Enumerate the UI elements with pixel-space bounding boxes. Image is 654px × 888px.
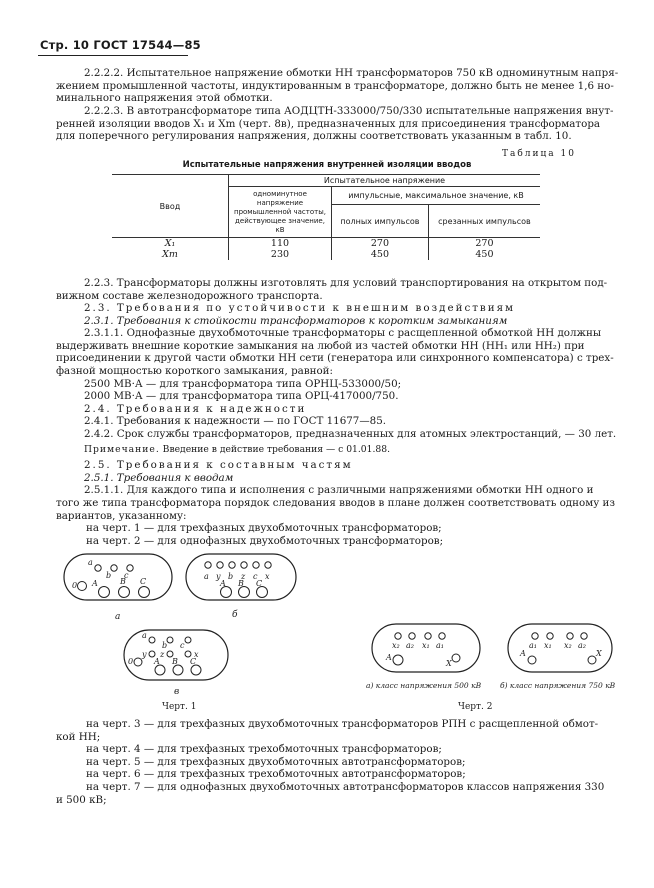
cell-one-minute: 110 — [229, 238, 332, 250]
fig2b-label: X — [596, 649, 602, 658]
section-heading: 2.4. Требования к надежности — [84, 402, 307, 415]
fig2a-label: a₂ — [406, 641, 414, 650]
fig2a-caption: а) класс напряжения 500 кВ — [366, 681, 482, 690]
section-2-3 — [56, 302, 624, 547]
fig2a-label: X — [446, 659, 452, 668]
fig1c-label: y — [142, 650, 147, 659]
table-row — [112, 238, 540, 250]
fig1a-label: b — [106, 571, 112, 580]
text-line: минального напряжения этой обмотки. — [56, 92, 273, 105]
col-header-group: Испытательное напряжение — [229, 175, 541, 187]
fig2b-caption: б) класс напряжения 750 кВ — [500, 681, 616, 690]
fig1b-label: C — [256, 579, 263, 588]
fig1b-label: y — [216, 572, 221, 581]
paragraph-2-2-2-2 — [56, 67, 624, 105]
fig1a-label: c — [124, 571, 129, 580]
fig1c-label: 0 — [128, 657, 134, 666]
text-line: присоединении к другой части обмотки НН сети (генератора или синхронного компенсатора) с трех- — [56, 352, 614, 365]
fig1c-label: a — [142, 631, 147, 640]
text-line: 2.5.1.1. Для каждого типа и исполнения с различными напряжениями обмотки НН одного и — [84, 484, 594, 497]
fig1b-label: x — [265, 572, 270, 581]
text-line: на черт. 5 — для трехфазных двухобмоточных автотрансформаторов; — [86, 755, 466, 768]
col-header-full: полных импульсов — [332, 205, 429, 238]
text-line: на черт. 6 — для трехфазных трехобмоточных автотрансформаторов; — [86, 768, 466, 781]
fig2a-label: x₁ — [422, 641, 430, 650]
fig2b-label: a₂ — [578, 641, 586, 650]
fig1a-letter: а — [115, 612, 121, 622]
fig1c-label: C — [190, 657, 197, 666]
fig2b-label: x₁ — [544, 641, 552, 650]
text-line: 2.2.2.3. В автотрансформаторе типа АОДЦТН-333000/750/330 испытательные напряжения внут- — [84, 105, 614, 117]
drawing-list — [56, 718, 624, 806]
standard-code: ГОСТ 17544—85 — [93, 38, 201, 52]
fig2b-label: a₁ — [529, 641, 537, 650]
fig1c-label: b — [162, 641, 168, 650]
table-title: Испытательные напряжения внутренней изоляции вводов — [182, 160, 472, 170]
fig1b-letter: б — [232, 610, 238, 620]
table-row — [112, 249, 540, 260]
table-label: Таблица 10 — [502, 149, 576, 159]
fig1a-label: A — [92, 579, 98, 588]
fig1a-label: 0 — [72, 581, 78, 590]
text-line: выдерживать внешние короткие замыкания на любой из частей обмотки НН (НН₁ или НН₂) при — [56, 339, 585, 352]
col-header-impulse: импульсные, максимальное значение, кВ — [332, 187, 541, 205]
cell-full: 270 — [332, 238, 429, 250]
cell-input: X₁ — [112, 238, 229, 250]
text-line: и 500 кВ; — [56, 793, 107, 806]
header-rule — [38, 55, 188, 56]
cell-chopped: 270 — [428, 238, 540, 250]
cell-input: Xm — [112, 249, 229, 260]
fig2a-label: x₂ — [392, 641, 400, 650]
section-heading: 2.3. Требования по устойчивости к внешним воздействиям — [84, 302, 516, 314]
text-line: 2.3.1.1. Однофазные двухобмоточные трансформаторы с расщепленной обмоткой НН должны — [84, 327, 602, 340]
section-heading: 2.5. Требования к составным частям — [84, 459, 353, 472]
fig1c-letter: в — [174, 687, 180, 697]
fig1b-label: c — [253, 572, 258, 581]
text-line: жением промышленной частоты, индуктированным в трансформаторе, должно быть не менее 1,6 но- — [56, 79, 614, 92]
fig2b-tank-outline — [508, 624, 612, 672]
fig1c-label: B — [172, 657, 178, 666]
fig1c-label: c — [180, 641, 185, 650]
text-line: на черт. 3 — для трехфазных двухобмоточных трансформаторов РПН с расщепленной обмот- — [86, 718, 599, 730]
fig1a-label: B — [120, 577, 126, 586]
text-line: 2.4.2. Срок службы трансформаторов, предназначенных для атомных электростанций, — 30 лет. — [84, 427, 617, 440]
paragraph-2-2-2-3 — [56, 105, 624, 143]
fig1b-label: B — [238, 579, 244, 588]
fig1a-label: C — [140, 577, 147, 586]
fig1a-tank-outline — [64, 554, 172, 600]
fig1b-label: b — [228, 572, 234, 581]
col-header-chopped: срезанных импульсов — [428, 205, 540, 238]
note-text: Введение в действие требования — с 01.01.88. — [159, 443, 391, 455]
text-line: вижном составе железнодорожного транспорта. — [56, 289, 323, 302]
subsection-heading: 2.5.1. Требования к вводам — [84, 471, 234, 484]
fig1c-label: x — [194, 650, 199, 659]
text-line: кой НН; — [56, 730, 101, 743]
cell-full: 450 — [332, 249, 429, 260]
fig2a-label: a₁ — [436, 641, 444, 650]
subsection-heading: 2.3.1. Требования к стойкости трансформаторов к коротким замыканиям — [84, 314, 508, 327]
text-line: вариантов, указанному: — [56, 509, 187, 522]
fig1a-label: a — [88, 558, 93, 567]
fig2a-label: A — [386, 653, 392, 662]
page-header — [40, 38, 201, 52]
cell-chopped: 450 — [428, 249, 540, 260]
page-number: Стр. 10 — [40, 38, 90, 52]
text-line: 2000 МВ·А — для трансформатора типа ОРЦ-417000/750. — [84, 390, 399, 403]
col-header-input: Ввод — [112, 175, 229, 238]
text-line: на черт. 4 — для трехфазных трехобмоточных трансформаторов; — [86, 743, 442, 756]
text-line: 2.4.1. Требования к надежности — по ГОСТ 11677—85. — [84, 415, 387, 428]
table-10 — [112, 174, 540, 260]
text-line: ренней изоляции вводов X₁ и Xm (черт. 8в), предназначенных для присоединения трансформатора — [56, 117, 601, 130]
note-line — [56, 444, 624, 457]
fig2b-label: x₂ — [564, 641, 572, 650]
fig1b-label: a — [204, 572, 209, 581]
fig1c-label: A — [154, 657, 160, 666]
fig2-caption: Черт. 2 — [458, 702, 493, 712]
fig1c-label: z — [160, 650, 165, 659]
figures-area — [0, 548, 654, 728]
col-header-one-minute: одноминутное напряжение промышленной частоты, действующее значение, кВ — [229, 187, 332, 238]
cell-one-minute: 230 — [229, 249, 332, 260]
fig1c-tank-outline — [124, 630, 228, 680]
fig1b-label: A — [220, 579, 226, 588]
text-line: 2.2.2.2. Испытательное напряжение обмотки НН трансформаторов 750 кВ одноминутным напря- — [84, 67, 619, 79]
text-line: фазной мощностью короткого замыкания, равной: — [56, 364, 334, 377]
paragraph-2-2-3 — [56, 277, 624, 302]
note-label: Примечание. — [84, 443, 160, 455]
text-line: для поперечного регулирования напряжения, должны соответствовать указанным в табл. 10. — [56, 130, 572, 143]
fig1-caption: Черт. 1 — [162, 702, 197, 712]
text-line: того же типа трансформатора порядок следования вводов в плане должен соответствовать одному из — [56, 496, 616, 509]
text-line: 2500 МВ·А — для трансформатора типа ОРНЦ-533000/50; — [84, 377, 402, 390]
text-line: на черт. 1 — для трехфазных двухобмоточных трансформаторов; — [86, 522, 442, 535]
fig2b-label: A — [520, 649, 526, 658]
fig1b-label: z — [241, 572, 246, 581]
text-line: на черт. 7 — для однофазных двухобмоточных автотрансформаторов классов напряжения 330 — [86, 780, 605, 793]
text-line: на черт. 2 — для однофазных двухобмоточных трансформаторов; — [86, 534, 444, 547]
text-line: 2.2.3. Трансформаторы должны изготовлять для условий транспортирования на открытом под- — [84, 277, 608, 289]
